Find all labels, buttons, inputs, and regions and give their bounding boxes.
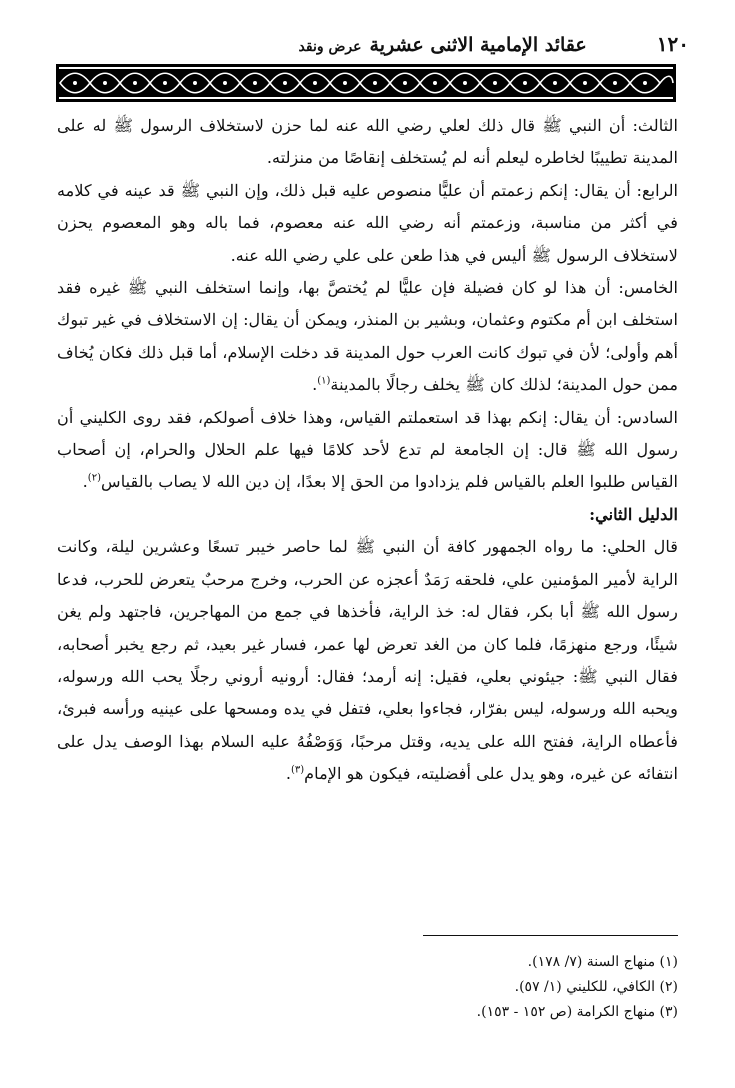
footnote-1: (١) منهاج السنة (٧/ ١٧٨).: [527, 954, 678, 970]
paragraph-third: [57, 110, 678, 175]
paragraph-fourth: [57, 175, 678, 272]
paragraph-fourth-text: الرابع: أن يقال: إنكم زعمتم أن عليًّا منصوص عليه قبل ذلك، وإن النبي ﷺ قد عينه في كلامه في أكثر من مناسبة، وزعمتم أنه رضي الله عنه معصوم، فما باله وهو المعصوم يحزن لاستخلاف الرسول ﷺ أليس في هذا طعن على علي رضي الله عنه.: [57, 180, 678, 265]
page-number: ١٢٠: [656, 32, 689, 56]
footnote-ref-1: (١): [317, 375, 331, 387]
paragraph-fifth: الخامس: أن هذا لو كان فضيلة فإن عليًّا لم يُختصَّ بها، وإنما استخلف النبي ﷺ غيره فقد استخلف ابن أم مكتوم وعثمان، وبشير بن المنذر، ويمكن أن يقال: إن الاستخلاف في غير تبوك أهم وأولى؛ لأن في تبوك كانت العرب حول المدينة قد دخلت الإسلام، أما قبل ذلك فكان يُخاف ممن حول المدينة؛ لذلك كان ﷺ يخلف رجالًا بالمدينة$^{(١)}$.: [57, 278, 678, 395]
section-heading: الدليل الثاني:: [589, 504, 678, 524]
footnote-divider: [423, 935, 678, 936]
paragraph-hilli-text: قال الحلي: ما رواه الجمهور كافة أن النبي ﷺ لما حاصر خيبر تسعًا وعشرين ليلة، وكانت الراية لأمير المؤمنين علي، فلحقه رَمَدٌ أعجزه عن الحرب، وخرج مرحبٌ يتعرض للحرب، فدعا رسول الله ﷺ أبا بكر، فقال له: خذ الراية، فأخذها في جمع من المهاجرين، فاجتهد ولم يغن شيئًا، ورجع منهزمًا، فلما كان من الغد تعرض لها عمر، فسار غير بعيد، ثم رجع يخبر أصحابه، فقال النبي ﷺ: جيئوني بعلي، فقيل: إنه أرمد؛ فقال: أرونيه أروني رجلًا يحب الله ورسوله، ويحبه الله ورسوله، ليس بفرّار، فجاءوا بعلي، فتفل في يده ومسحها على عينيه ورأسه فبرئ، فأعطاه الراية، ففتح الله على يديه، وقتل مرحبًا، وَوَصْفُهُ عليه السلام بهذا الوصف يدل على انتفائه عن غيره، وهو يدل على أفضليته، فيكون هو الإمام: [57, 537, 678, 784]
footnote-ref-2: (٢): [87, 473, 101, 485]
running-header: [46, 32, 689, 60]
ornament-border: [56, 64, 676, 102]
paragraph-sixth: السادس: أن يقال: إنكم بهذا قد استعملتم القياس، وهذا خلاف أصولكم، فقد روى الكليني أن رسول الله ﷺ قال: إن الجامعة لم تدع لأحد كلامًا فيها علم الحلال والحرام، إن أصحاب القياس طلبوا العلم بالقياس فلم يزدادوا من الحق إلا بعدًا، إن دين الله لا يصاب بالقياس$^{(٢)}$.: [57, 407, 678, 492]
paragraph-hilli: قال الحلي: ما رواه الجمهور كافة أن النبي ﷺ لما حاصر خيبر تسعًا وعشرين ليلة، وكانت الراية لأمير المؤمنين علي، فلحقه رَمَدٌ أعجزه عن الحرب، وخرج مرحبٌ يتعرض للحرب، فدعا رسول الله ﷺ أبا بكر، فقال له: خذ الراية، فأخذها في جمع من المهاجرين، فاجتهد ولم يغن شيئًا، ورجع منهزمًا، فلما كان من الغد تعرض لها عمر، فسار غير بعيد، ثم رجع يخبر أصحابه، فقال النبي ﷺ: جيئوني بعلي، فقيل: إنه أرمد؛ فقال: أرونيه أروني رجلًا يحب الله ورسوله، ويحبه الله ورسوله، ليس بفرّار، فجاءوا بعلي، فتفل في يده ومسحها على عينيه ورأسه فبرئ، فأعطاه الراية، ففتح الله على يديه، وقتل مرحبًا، وَوَصْفُهُ عليه السلام بهذا الوصف يدل على انتفائه عن غيره، وهو يدل على أفضليته، فيكون هو الإمام$^{(٣)}$.: [57, 537, 678, 784]
paragraph-third-text: الثالث: أن النبي ﷺ قال ذلك لعلي رضي الله عنه لما حزن لاستخلاف الرسول ﷺ له على المدينة تطييبًا لخاطره ليعلم أنه لم يُستخلف إنقاصًا من منزلته.: [57, 116, 678, 168]
paragraph-fifth-text: الخامس: أن هذا لو كان فضيلة فإن عليًّا لم يُختصَّ بها، وإنما استخلف النبي ﷺ غيره فقد استخلف ابن أم مكتوم وعثمان، وبشير بن المنذر، ويمكن أن يقال: إن الاستخلاف في غير تبوك أهم وأولى؛ لأن في تبوك كانت العرب حول المدينة قد دخلت الإسلام، أما قبل ذلك فكان يُخاف ممن حول المدينة؛ لذلك كان ﷺ يخلف رجالًا بالمدينة: [57, 278, 678, 395]
footnotes: [57, 950, 678, 1025]
paragraph-sixth-text: السادس: أن يقال: إنكم بهذا قد استعملتم القياس، وهذا خلاف أصولكم، فقد روى الكليني أن رسول الله ﷺ قال: إن الجامعة لم تدع لأحد كلامًا فيها علم الحلال والحرام، إن أصحاب القياس طلبوا العلم بالقياس فلم يزدادوا من الحق إلا بعدًا، إن دين الله لا يصاب بالقياس: [57, 407, 678, 492]
book-subtitle: عرض ونقد: [298, 39, 362, 55]
main-text: [57, 110, 678, 791]
book-title: عقائد الإمامية الاثنى عشرية: [369, 34, 587, 56]
footnote-ref-3: (٣): [290, 764, 305, 776]
footnote-2: (٢) الكافي، للكليني (١/ ٥٧).: [514, 979, 678, 995]
footnote-3: (٣) منهاج الكرامة (ص ١٥٢ - ١٥٣).: [476, 1004, 678, 1020]
